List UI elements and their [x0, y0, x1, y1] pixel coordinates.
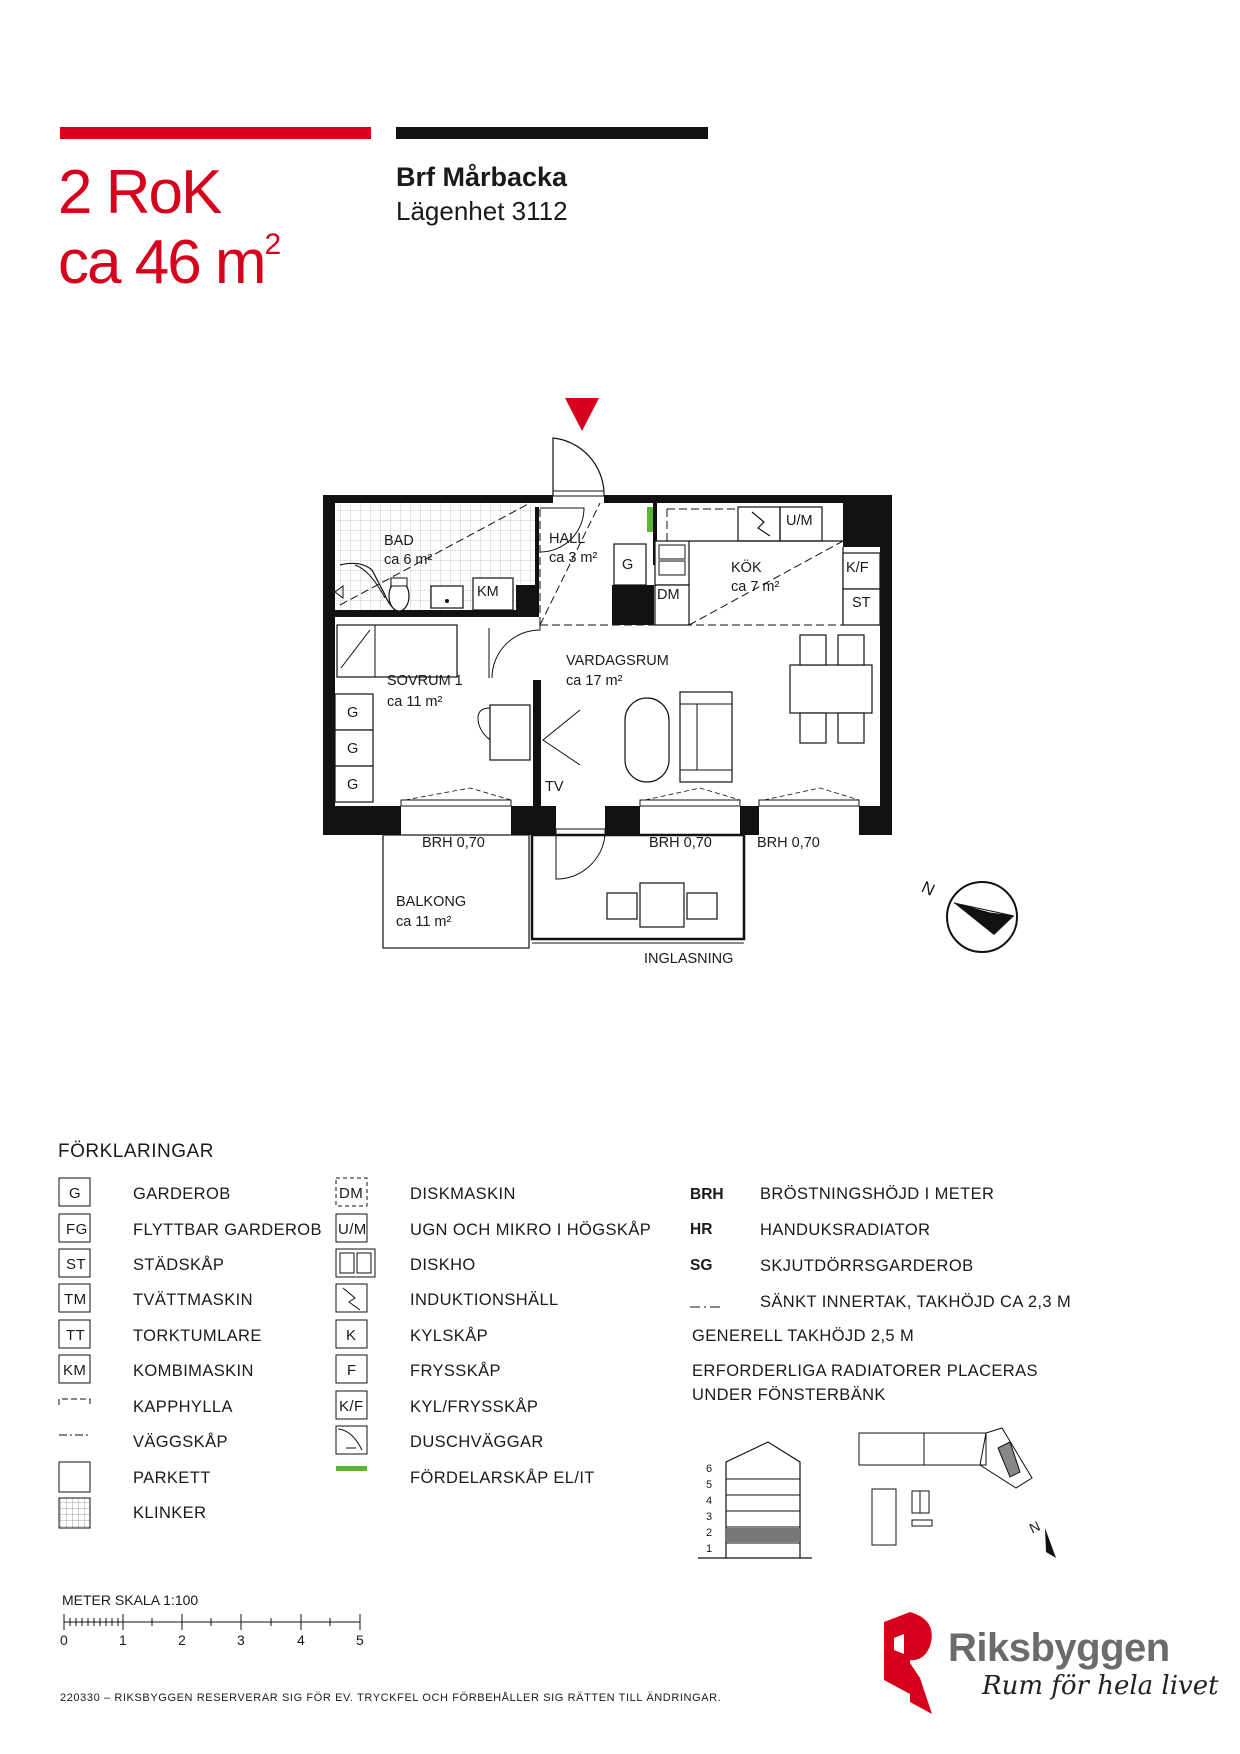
legend-code: K/F	[339, 1398, 364, 1415]
legend-label: INDUKTIONSHÄLL	[410, 1291, 559, 1309]
floor-label: 4	[706, 1495, 713, 1507]
legend-label: STÄDSKÅP	[133, 1256, 225, 1274]
legend-code: SG	[690, 1257, 713, 1274]
legend-label: DUSCHVÄGGAR	[410, 1433, 544, 1451]
room-name-living: VARDAGSRUM	[566, 653, 669, 669]
room-area-living: ca 17 m²	[566, 673, 623, 689]
apartment-area: ca 46 $m^2$	[58, 228, 280, 297]
legend-code: FG	[66, 1221, 88, 1238]
legend-code: K	[346, 1327, 357, 1344]
electrical-cabinet-marker	[647, 507, 653, 532]
legend-symbols	[0, 1160, 720, 1530]
code-wardrobe-1: G	[347, 705, 359, 721]
legend-label: KLINKER	[133, 1504, 207, 1522]
association-name: Brf Mårbacka	[396, 162, 568, 192]
compass-north-label: N	[918, 877, 938, 900]
scale-label: METER SKALA 1:100	[62, 1592, 199, 1608]
desk	[490, 705, 530, 760]
legend-green-marker	[336, 1466, 367, 1471]
dining-table	[790, 665, 872, 713]
coffee-table	[625, 698, 669, 782]
entrance-arrow-icon	[565, 398, 599, 431]
floor-label: 1	[706, 1543, 713, 1555]
brh-label-2: BRH 0,70	[649, 835, 712, 851]
legend-label: DISKHO	[410, 1256, 476, 1274]
code-dishwasher: DM	[657, 587, 680, 603]
legend-code: BRH	[690, 1186, 724, 1203]
room-count: 2 RoK	[58, 158, 221, 227]
building-location-diagram	[680, 1420, 1080, 1580]
room-area-bath: ca 6 m²	[384, 552, 433, 568]
entry-door	[553, 438, 604, 495]
room-name-bath: BAD	[384, 533, 414, 549]
logo-slogan: Rum för hela livet	[982, 1671, 1219, 1701]
brh-label-1: BRH 0,70	[422, 835, 485, 851]
legend-code: TM	[64, 1291, 87, 1308]
floor-label: 5	[706, 1479, 713, 1491]
room-area-hall: ca 3 m²	[549, 550, 598, 566]
code-combi-machine: KM	[477, 584, 499, 600]
legend-code: ST	[66, 1256, 86, 1273]
legend-label: GARDEROB	[133, 1185, 231, 1203]
scale-tick: 2	[178, 1632, 186, 1648]
legend-label: BRÖSTNINGSHÖJD I METER	[760, 1185, 995, 1203]
legend-label: SKJUTDÖRRSGARDEROB	[760, 1257, 974, 1275]
legend-note: GENERELL TAKHÖJD 2,5 M	[692, 1327, 915, 1345]
legend-label: TVÄTTMASKIN	[133, 1291, 253, 1309]
legend-code: HR	[690, 1221, 713, 1238]
legend-label: KAPPHYLLA	[133, 1398, 233, 1416]
legend-code: F	[347, 1362, 357, 1379]
code-fridge-freezer: K/F	[846, 560, 869, 576]
code-wardrobe-2: G	[347, 741, 359, 757]
legend-code: KM	[63, 1362, 87, 1379]
legend-note: UNDER FÖNSTERBÄNK	[692, 1386, 886, 1404]
legend-label: TORKTUMLARE	[133, 1327, 262, 1345]
legend-label: PARKETT	[133, 1469, 211, 1487]
legend-code: G	[69, 1185, 82, 1202]
site-north-label: N	[1026, 1517, 1043, 1537]
legend-note: ERFORDERLIGA RADIATORER PLACERAS	[692, 1362, 1038, 1380]
building-elevation	[698, 1442, 812, 1558]
scale-bar	[55, 1610, 375, 1634]
room-area-kitchen: ca 7 m²	[731, 579, 780, 595]
glazing-label: INGLASNING	[644, 951, 734, 967]
room-name-hall: HALL	[549, 531, 586, 547]
legend-label: DISKMASKIN	[410, 1185, 516, 1203]
floor-label: 3	[706, 1511, 713, 1523]
room-area-balcony: ca 11 m²	[396, 914, 452, 930]
code-cleaning-cabinet: ST	[852, 595, 871, 611]
brh-label-3: BRH 0,70	[757, 835, 820, 851]
room-name-kitchen: KÖK	[731, 560, 762, 576]
selected-floor-marker	[726, 1528, 800, 1542]
code-wardrobe-3: G	[347, 777, 359, 793]
legend-label: FLYTTBAR GARDEROB	[133, 1221, 322, 1239]
sofa	[680, 692, 732, 782]
compass-icon	[919, 877, 1017, 952]
code-wardrobe-hall: G	[622, 557, 634, 573]
scale-tick: 4	[297, 1632, 305, 1648]
riksbyggen-logo-icon	[880, 1610, 940, 1720]
legend-note: SÄNKT INNERTAK, TAKHÖJD CA 2,3 M	[760, 1293, 1072, 1311]
legend-code: DM	[339, 1185, 364, 1202]
legend-label: KYL/FRYSSKÅP	[410, 1398, 539, 1416]
floor-label: 6	[706, 1463, 713, 1475]
room-name-bedroom: SOVRUM 1	[387, 673, 463, 689]
scale-tick: 0	[60, 1632, 68, 1648]
scale-tick: 5	[356, 1632, 364, 1648]
legend-label: FRYSSKÅP	[410, 1362, 501, 1380]
logo-wordmark: Riksbyggen	[948, 1626, 1170, 1670]
scale-tick: 1	[119, 1632, 127, 1648]
apartment-number: Lägenhet 3112	[396, 196, 568, 226]
legend-label: KOMBIMASKIN	[133, 1362, 254, 1380]
legend-label: KYLSKÅP	[410, 1327, 489, 1345]
site-north-arrow-icon	[1045, 1528, 1056, 1558]
room-name-balcony: BALKONG	[396, 894, 467, 910]
code-oven-micro: U/M	[786, 513, 813, 529]
scale-tick: 3	[237, 1632, 245, 1648]
legend-label: HANDUKSRADIATOR	[760, 1221, 931, 1239]
bed	[337, 625, 457, 677]
legend-label: FÖRDELARSKÅP EL/IT	[410, 1469, 595, 1487]
disclaimer: 220330 – RIKSBYGGEN RESERVERAR SIG FÖR EV. TRYCKFEL OCH FÖRBEHÅLLER SIG RÄTTEN TILL ÄNDRINGAR.	[60, 1692, 722, 1704]
legend-label: VÄGGSKÅP	[133, 1433, 228, 1451]
legend-code: TT	[66, 1327, 86, 1344]
site-plan	[859, 1428, 1032, 1545]
room-area-bedroom: ca 11 m²	[387, 694, 443, 710]
legend-label: UGN OCH MIKRO I HÖGSKÅP	[410, 1221, 652, 1239]
legend-code: U/M	[338, 1221, 367, 1238]
floor-label: 2	[706, 1527, 713, 1539]
code-tv: TV	[545, 779, 564, 795]
legend-title: FÖRKLARINGAR	[58, 1141, 214, 1162]
